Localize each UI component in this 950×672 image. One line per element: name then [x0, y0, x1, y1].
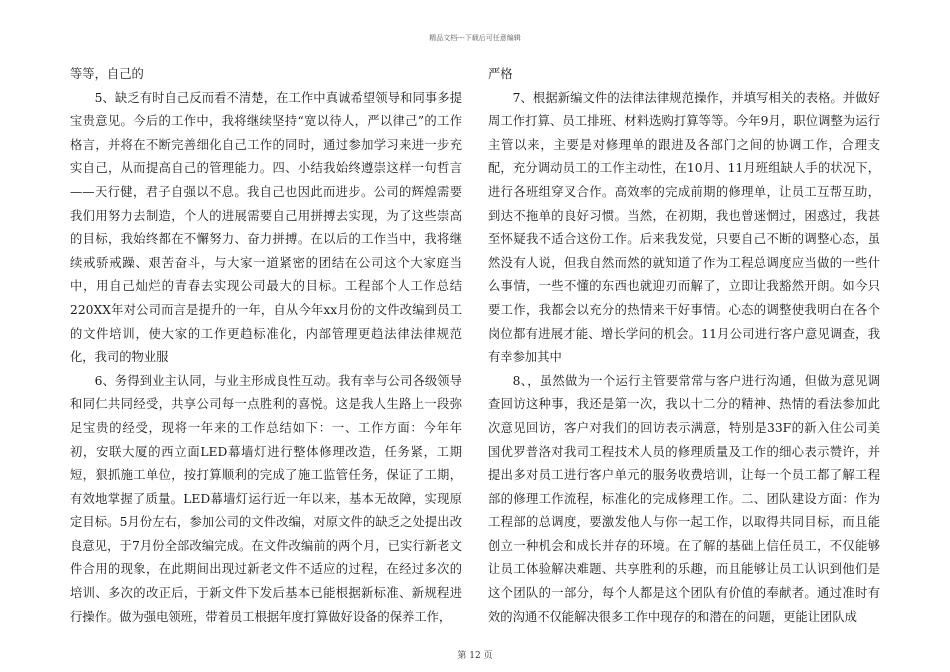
paragraph: 8、，虽然做为一个运行主管要常常与客户进行沟通，但做为意见调查回访这种事，我还是第一次，我以十二分的精神、热情的看法参加此次意见回访，客户对我们的回访表示满意，特别是33F的新入住公司美国优罗普洛对我司工程技术人员的修理质量及工作的细心表示赞许，并提出多对员工进行客户单元的服务收费培训，让每一个员工都了解工程部的修理工作流程，标准化的完成修理工作。二、团队建设方面：作为工程部的总调度，要激发他人与你一起工作，以取得共同目标，而且能创立一种机会和成长并存的环境。在了解的基础上信任员工，不仅能够让员工体验解决难题、共享胜利的乐趣，而且能够让员工认识到他们是这个团队的一部分，每个人都是这个团队有价值的奉献者。通过准时有效的沟通不仅能解决很多工作中现存的和潜在的问题，更能让团队成	[488, 373, 880, 624]
page-header: 精品文档---下载后可任意编辑	[429, 34, 521, 42]
paragraph: 等等，自己的	[70, 67, 144, 81]
right-column	[488, 63, 880, 629]
page-number: 第 12 页	[457, 651, 493, 661]
left-column	[70, 63, 462, 629]
paragraph: 7、根据新编文件的法律法律规范操作，并填写相关的表格。并做好周工作打算、员工排班、材料选购打算等等。今年9月，职位调整为运行主管以来，主要是对修理单的跟进及各部门之间的协调工作，合理支配，充分调动员工的工作主动性，在10月、11月班组缺人手的状况下，进行各班组穿叉合作。高效率的完成前期的修理单，让员工互帮互助，到达不拖单的良好习惯。当然，在初期，我也曾迷惘过，困惑过，我甚至怀疑我不适合这份工作。后来我发觉，只要自己不断的调整心态，虽然没有人说，但我自然而然的就知道了作为工程总调度应当做的一些什么事情，一些不懂的东西也就迎刃而解了，立即让我豁然开朗。如今只要工作，我都会以充分的热情来干好事情。心态的调整使我明白在各个岗位都有进展才能、增长学问的机会。11月公司进行客户意见调查，我有幸参加其中	[488, 90, 880, 365]
paragraph: 5、缺乏有时自己反而看不清楚，在工作中真诚希望领导和同事多提宝贵意见。今后的工作中，我将继续坚持“宽以待人，严以律己”的工作格言，并将在不断完善细化自己工作的同时，通过参加学习来进一步充实自己，从而提高自己的管理能力。四、小结我始终遵崇这样一句哲言——天行健，君子自强以不息。我自己也因此而进步。公司的辉煌需要我们用努力去制造，个人的进展需要自己用拼搏去实现，为了这些崇高的目标，我始终都在不懈努力、奋力拼搏。在以后的工作当中，我将继续戒骄戒躁、艰苦奋斗，与大家一道紧密的团结在公司这个大家庭当中，用自己灿烂的青春去实现公司最大的目标。工程部个人工作总结220XX年对公司而言是提升的一年，自从今年xx月份的文件改编到员工的文件培训，使大家的工作更趋标准化，内部管理更趋法律法律规范化，我司的物业服	[70, 90, 462, 365]
paragraph: 严格	[488, 67, 513, 81]
paragraph: 6、务得到业主认同，与业主形成良性互动。我有幸与公司各级领导和同仁共同经受，共享公司每一点胜利的喜悦。这是我人生路上一段弥足宝贵的经受，现将一年来的工作总结如下：一、工作方面：今年年初，安联大厦的西立面LED幕墙灯进行整体修理改造，任务紧，工期短，狠抓施工单位，按打算顺利的完成了施工监管任务，保证了工期，有效地掌握了质量。LED幕墙灯运行近一年以来，基本无故障，实现原定目标。5月份左右，参加公司的文件改编，对原文件的缺乏之处提出改良意见，于7月份全部改编完成。在文件改编前的两个月，已实行新老文件合用的现象，在此期间出现过新老文件不适应的过程，在经过多次的培训、多次的改正后，于新文件下发后基本已能根据新标准、新规程进行操作。做为强电领班，带着员工根据年度打算做好设备的保养工作，	[70, 373, 462, 624]
